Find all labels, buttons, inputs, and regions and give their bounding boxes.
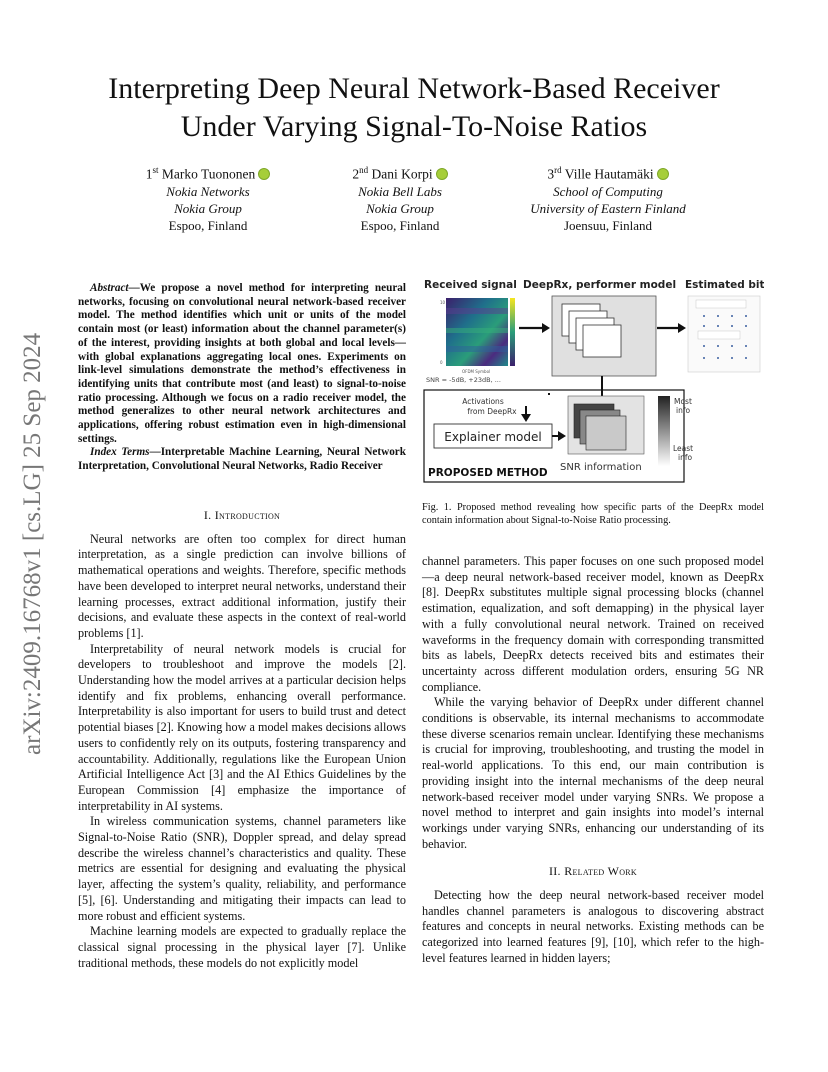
arxiv-id-text: arXiv:2409.16768v1 [cs.LG] 25 Sep 2024 [19, 332, 46, 755]
author-block-2 [290, 162, 510, 234]
snr-information-layers [568, 396, 644, 454]
intro-paragraph-1: Neural networks are often too complex for direct human interpretation, as a single prediction can involve billions of mathematical operations and weights. Therefore, specific methods have been developed to interpret neural networks, understand their learning processes, extract additional information, justify their decisions, and evaluate these aspects in the context of real-world problems [1]. [78, 531, 406, 640]
estimated-bits-plot [688, 296, 760, 372]
svg-text:0: 0 [440, 360, 443, 365]
paper-title [60, 70, 768, 146]
author-affiliation: School of Computing [553, 183, 663, 199]
section-title: Related Work [564, 864, 638, 879]
orcid-icon[interactable] [657, 168, 669, 180]
author-block-1 [98, 162, 318, 234]
fig-least-info-2: info [678, 453, 693, 462]
fig-received-signal-label: Received signal [424, 279, 517, 291]
author-ordinal-sup: st [152, 165, 159, 175]
info-colorbar [658, 396, 670, 466]
svg-text:10: 10 [440, 300, 446, 305]
intro-paragraph-4: Machine learning models are expected to gradually replace the classical signal processing in the physical layer [7]. Unlike traditional methods, these models do not explicitly model [78, 924, 406, 970]
title-line-1: Interpreting Deep Neural Network-Based Receiver [108, 72, 720, 105]
author-name: Dani Korpi [371, 166, 433, 182]
fig-snr-info-label: SNR information [560, 462, 642, 473]
abstract-label: Abstract [90, 282, 129, 294]
abstract-text: —We propose a novel method for interpreting neural networks, focusing on convolutional neural network-based receiver model. The method identifies which unit or units of the model contain most (or least) information about the channel parameter(s) of the interest, providing insights at both global and local levels—with global explanations aggregating local ones. Experiments on link-level simulations demonstrate the method’s effectiveness in identifying units that contribute most (and least) to signal-to-noise ratio processing. Although we focus on a radio receiver model, the method generalizes to other neural network architectures and applications, offering robust estimation even in high-dimensional settings. [78, 282, 406, 445]
figure-1 [422, 276, 764, 486]
fig-activations-label-2: from DeepRx [467, 407, 517, 416]
arxiv-identifier [10, 290, 50, 760]
right-paragraph-1: channel parameters. This paper focuses on one such proposed model—a deep neural network-based receiver model, known as DeepRx [8]. DeepRx substitutes multiple signal processing blocks (channel estimation, equalization, and soft demapping) in the physical layer with a fully convolutional neural network. Trained on received waveforms in the frequency domain with corresponding transmitted bits as labels, DeepRx detects received bits and estimates their uncertainty across different modulation orders, ensuring 5G NR compliance. [422, 554, 764, 694]
fig-snr-note: SNR = -5dB, +23dB, ... [426, 376, 501, 384]
deeprx-layers-diagram [552, 296, 656, 376]
fig-deeprx-label: DeepRx, performer model [523, 279, 677, 291]
fig-most-info-2: info [676, 406, 691, 415]
section-number: I. [203, 508, 212, 522]
fig-proposed-method-label: PROPOSED METHOD [428, 467, 548, 479]
fig-activations-label: Activations [462, 397, 504, 406]
fig-estimated-bits-label: Estimated bits [685, 279, 764, 291]
left-column [78, 496, 406, 971]
intro-paragraph-2: Interpretability of neural network models is crucial for developers to troubleshoot and improve the models [2]. Understanding how the model arrives at a particular decision helps identify and fix problems, enhancing overall performance. Interpretability is also important for users to build trust and detect potential biases [2]. Knowing how a model makes decisions allows users to confidently rely on its outputs, fostering transparency and accountability. Additionally, regulations like the European Union Artificial Intelligence Act [3] and the AI Ethics Guidelines by the European Commission [4] emphasize the importance of interpretability in AI systems. [78, 641, 406, 813]
author-affiliation: Nokia Networks [166, 183, 250, 199]
orcid-icon[interactable] [258, 168, 270, 180]
author-block-3 [498, 162, 718, 234]
author-ordinal-sup: nd [359, 165, 369, 175]
right-column [422, 554, 764, 967]
fig-least-info: Least [673, 444, 694, 453]
section-heading-introduction [78, 508, 406, 524]
author-affiliation-group: University of Eastern Finland [530, 200, 686, 216]
section-title: Introduction [214, 508, 281, 522]
intro-paragraph-3: In wireless communication systems, channel parameters like Signal-to-Noise Ratio (SNR), Doppler spread, and delay spread describe the wireless channel’s characteristics and quality. These metrics are essential for designing and evaluating the physical layer, affecting the system’s quality, reliability, and performance [5], [6]. Understanding and mitigating their impacts can lead to more robust and efficient systems. [78, 814, 406, 923]
section-heading-related-work [422, 864, 764, 880]
author-affiliation-group: Nokia Group [366, 200, 434, 216]
author-name: Ville Hautamäki [564, 166, 654, 182]
svg-text:OFDM Symbol: OFDM Symbol [462, 369, 491, 374]
author-ordinal: 1 [145, 166, 153, 182]
index-terms-label: Index Terms [90, 446, 150, 459]
right-paragraph-2: While the varying behavior of DeepRx under different channel conditions is observable, its internal mechanisms to accommodate these diverse scenarios remain unclear. Identifying these mechanisms is crucial for improving, troubleshooting, and trusting the model in real-world applications. To this end, our main contribution is providing insight into the internal mechanisms of the deep neural network-based receiver model under varying SNRs. We propose a novel method to interpret and gain insights into model’s internal workings under varying SNRs, enhancing our understanding of its behavior. [422, 695, 764, 851]
author-location: Espoo, Finland [168, 217, 248, 233]
author-affiliation: Nokia Bell Labs [358, 183, 442, 199]
abstract [78, 282, 406, 474]
author-affiliation-group: Nokia Group [174, 200, 242, 216]
author-location: Espoo, Finland [360, 217, 440, 233]
fig-explainer-label: Explainer model [444, 430, 542, 444]
related-work-paragraph-1: Detecting how the deep neural network-based receiver model handles channel parameters is analogous to discovering abstract features and concepts in neural networks. Existing methods can be categorized into learned features [9], [10], which refer to the high-level features learned in hidden layers; [422, 888, 764, 965]
received-signal-heatmap [426, 298, 515, 384]
author-ordinal: 2 [352, 166, 360, 182]
author-location: Joensuu, Finland [563, 217, 653, 233]
author-ordinal: 3 [547, 166, 555, 182]
fig-most-info: Most [674, 397, 692, 406]
author-name: Marko Tuononen [161, 166, 256, 182]
section-number: II. [548, 864, 561, 879]
title-line-2: Under Varying Signal-To-Noise Ratios [180, 110, 648, 143]
author-ordinal-sup: rd [554, 165, 562, 175]
figure-caption: Fig. 1. Proposed method revealing how specific parts of the DeepRx model contain information about Signal-to-Noise Ratio processing. [422, 502, 764, 526]
index-terms-text: —Interpretable Machine Learning, Neural Network Interpretation, Convolutional Neural Networks, Radio Receiver [78, 446, 406, 473]
orcid-icon[interactable] [436, 168, 448, 180]
